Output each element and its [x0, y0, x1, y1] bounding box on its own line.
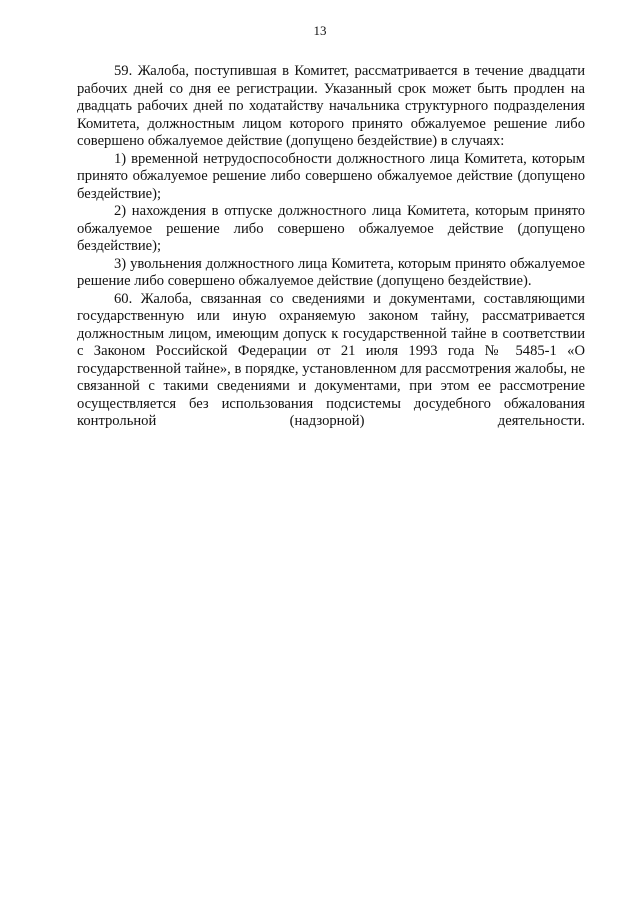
list-item-1: 1) временной нетрудоспособности должностного лица Комитета, которым принято обжалуемое решение либо совершено обжалуемое действие (допущено бездействие);: [77, 150, 585, 202]
list-item-2: 2) нахождения в отпуске должностного лица Комитета, которым принято обжалуемое решение либо совершено обжалуемое действие (допущено бездействие);: [77, 203, 585, 254]
document-body: [77, 63, 585, 431]
page-number: 13: [313, 23, 327, 38]
paragraph-60: 60. Жалоба, связанная со сведениями и документами, составляющими государственную или иную охраняемую законом тайну, рассматривается должностным лицом, имеющим допуск к государственной тайне в соответствии с Законом Российской Федерации от 21 июля 1993 года № 5485-1 «О государственной тайне», в порядке, установленном для рассмотрения жалобы, не связанной с такими сведениями и документами, при этом ее рассмотрение осуществляется без использования подсистемы досудебного обжалования контрольной (надзорной) деятельности.: [77, 290, 585, 429]
paragraph-59: 59. Жалоба, поступившая в Комитет, рассматривается в течение двадцати рабочих дней со дня ее регистрации. Указанный срок может быть продлен на двадцать рабочих дней по ходатайству начальника структурного подразделения Комитета, должностным лицом которого принято обжалуемое решение либо совершено обжалуемое действие (допущено бездействие) в случаях:: [77, 63, 585, 149]
list-item-3: 3) увольнения должностного лица Комитета, которым принято обжалуемое решение либо совершено обжалуемое действие (допущено бездействие).: [77, 255, 585, 289]
